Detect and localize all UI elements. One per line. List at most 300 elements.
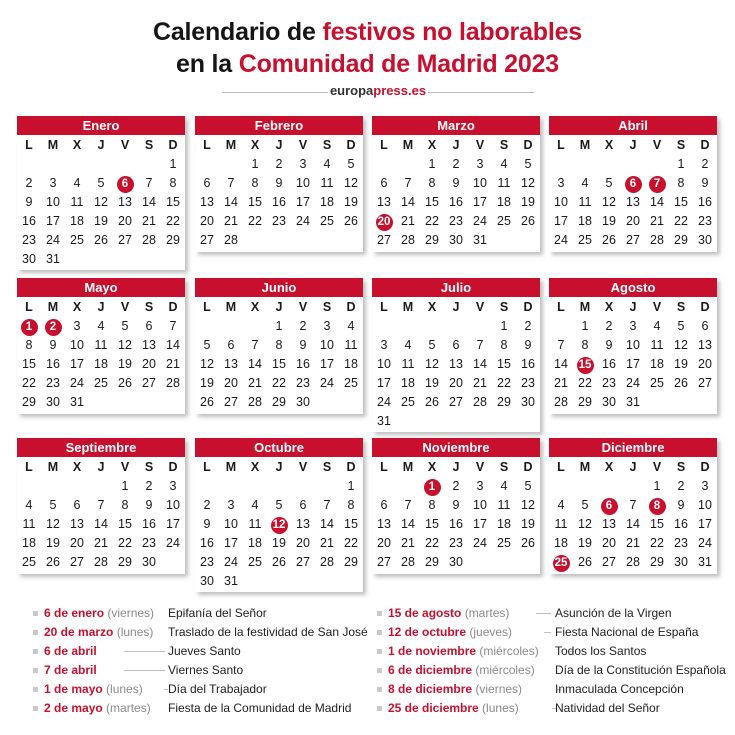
day: 27 xyxy=(142,376,156,390)
weekday-header: X xyxy=(604,460,614,474)
weekday-header: V xyxy=(652,460,662,474)
weekday-header: S xyxy=(144,300,154,314)
day: 12 xyxy=(425,357,439,371)
weekday-header: L xyxy=(557,138,565,152)
day: 28 xyxy=(401,233,415,247)
day: 12 xyxy=(200,357,214,371)
month-abril xyxy=(549,116,717,252)
day: 20 xyxy=(626,214,640,228)
day: 23 xyxy=(521,376,535,390)
day: 30 xyxy=(296,395,310,409)
day: 2 xyxy=(275,157,283,171)
day: 1 xyxy=(251,157,259,171)
day: 9 xyxy=(49,338,57,352)
holiday-day xyxy=(549,553,573,572)
day: 30 xyxy=(698,233,712,247)
weekday-header: J xyxy=(275,138,283,152)
day: 7 xyxy=(404,176,412,190)
day: 26 xyxy=(272,555,286,569)
day: 28 xyxy=(401,555,415,569)
month-title: Julio xyxy=(372,278,540,297)
empty-day xyxy=(219,477,243,496)
holiday-date xyxy=(388,661,535,680)
day: 18 xyxy=(94,357,108,371)
day: 2 xyxy=(701,157,709,171)
day: 27 xyxy=(626,233,640,247)
day: 15 xyxy=(248,195,262,209)
day: 25 xyxy=(497,536,511,550)
day: 28 xyxy=(320,555,334,569)
day: 18 xyxy=(650,357,664,371)
day: 1 xyxy=(428,157,436,171)
day: 14 xyxy=(626,517,640,531)
weekday-header: D xyxy=(168,460,178,474)
weekday-header: M xyxy=(402,138,414,152)
title-line-2-text: en la xyxy=(176,50,239,78)
day: 5 xyxy=(121,319,129,333)
day: 1 xyxy=(581,319,589,333)
day: 15 xyxy=(425,195,439,209)
day: 5 xyxy=(524,157,532,171)
weekday-header: J xyxy=(275,460,283,474)
day: 19 xyxy=(425,376,439,390)
weekday-header: L xyxy=(25,138,33,152)
day: 5 xyxy=(428,338,436,352)
day: 5 xyxy=(347,157,355,171)
month-title: Agosto xyxy=(549,278,717,297)
holiday-date xyxy=(388,699,519,718)
day: 8 xyxy=(121,498,129,512)
weekday-header: J xyxy=(452,138,460,152)
weekday-header: L xyxy=(203,460,211,474)
day: 24 xyxy=(626,376,640,390)
day: 30 xyxy=(674,555,688,569)
day: 9 xyxy=(203,517,211,531)
day: 14 xyxy=(94,517,108,531)
day: 14 xyxy=(401,517,415,531)
day: 18 xyxy=(554,536,568,550)
weekday-header: L xyxy=(380,138,388,152)
month-octubre xyxy=(195,438,363,592)
empty-day xyxy=(89,477,113,496)
day: 31 xyxy=(473,233,487,247)
holiday-date xyxy=(388,604,509,623)
day: 20 xyxy=(200,214,214,228)
weekday-header: D xyxy=(168,138,178,152)
day: 13 xyxy=(377,195,391,209)
empty-day xyxy=(267,477,291,496)
day: 22 xyxy=(578,376,592,390)
day: 28 xyxy=(248,395,262,409)
day: 27 xyxy=(377,233,391,247)
day: 12 xyxy=(521,498,535,512)
holiday-day xyxy=(573,355,597,374)
day: 6 xyxy=(701,319,709,333)
holiday-description: Traslado de la festividad de San José xyxy=(168,625,368,639)
day: 17 xyxy=(296,195,310,209)
day: 21 xyxy=(401,214,415,228)
day: 22 xyxy=(425,214,439,228)
day: 25 xyxy=(70,233,84,247)
month-days-grid xyxy=(372,297,540,431)
day: 26 xyxy=(521,536,535,550)
day: 15 xyxy=(272,357,286,371)
day: 6 xyxy=(145,319,153,333)
day: 17 xyxy=(224,536,238,550)
day: 13 xyxy=(449,357,463,371)
day: 25 xyxy=(401,395,415,409)
day: 29 xyxy=(425,555,439,569)
holiday-date xyxy=(388,642,539,661)
weekday-header: X xyxy=(427,460,437,474)
holiday-marker: 2 xyxy=(45,319,62,336)
day: 17 xyxy=(698,517,712,531)
day: 18 xyxy=(578,214,592,228)
page-title xyxy=(0,16,735,80)
source-divider-left xyxy=(222,92,328,93)
legend-divider xyxy=(124,670,165,671)
day: 24 xyxy=(320,376,334,390)
empty-day xyxy=(396,317,420,336)
month-noviembre xyxy=(372,438,540,574)
day: 25 xyxy=(320,214,334,228)
day: 18 xyxy=(248,536,262,550)
weekday-header: V xyxy=(652,138,662,152)
day: 27 xyxy=(70,555,84,569)
empty-day xyxy=(195,155,219,174)
day: 7 xyxy=(251,338,259,352)
holiday-weekday: (martes) xyxy=(102,701,151,715)
day: 4 xyxy=(323,157,331,171)
day: 2 xyxy=(524,319,532,333)
title-line-1-text: Calendario de xyxy=(152,18,323,46)
empty-day xyxy=(41,477,65,496)
day: 30 xyxy=(46,395,60,409)
day: 26 xyxy=(344,214,358,228)
day: 4 xyxy=(251,498,259,512)
day: 9 xyxy=(701,176,709,190)
empty-day xyxy=(573,477,597,496)
day: 30 xyxy=(22,252,36,266)
day: 26 xyxy=(578,555,592,569)
day: 6 xyxy=(299,498,307,512)
day: 4 xyxy=(500,157,508,171)
weekday-header: X xyxy=(427,138,437,152)
empty-day xyxy=(621,155,645,174)
holiday-date xyxy=(44,661,97,680)
day: 20 xyxy=(296,536,310,550)
holiday-weekday: (viernes) xyxy=(104,606,155,620)
day: 6 xyxy=(73,498,81,512)
day: 16 xyxy=(46,357,60,371)
day: 22 xyxy=(248,214,262,228)
day: 7 xyxy=(97,498,105,512)
weekday-header: V xyxy=(120,460,130,474)
day: 12 xyxy=(578,517,592,531)
day: 29 xyxy=(578,395,592,409)
day: 4 xyxy=(500,479,508,493)
month-title: Febrero xyxy=(195,116,363,135)
empty-day xyxy=(549,477,573,496)
holiday-marker: 7 xyxy=(649,176,666,193)
day: 20 xyxy=(224,376,238,390)
day: 19 xyxy=(272,536,286,550)
month-title: Enero xyxy=(17,116,185,135)
weekday-header: M xyxy=(579,138,591,152)
day: 2 xyxy=(452,479,460,493)
source-divider-right xyxy=(428,92,534,93)
day: 21 xyxy=(650,214,664,228)
holiday-date-text: 25 de diciembre xyxy=(388,701,479,715)
holiday-marker: 12 xyxy=(271,517,288,534)
day: 12 xyxy=(521,176,535,190)
bullet-square-icon xyxy=(33,706,38,711)
day: 10 xyxy=(473,498,487,512)
day: 10 xyxy=(46,195,60,209)
day: 30 xyxy=(449,555,463,569)
day: 18 xyxy=(70,214,84,228)
day: 14 xyxy=(401,195,415,209)
day: 8 xyxy=(251,176,259,190)
holiday-marker: 15 xyxy=(577,357,594,374)
holiday-marker: 6 xyxy=(601,498,618,515)
day: 15 xyxy=(22,357,36,371)
day: 11 xyxy=(344,338,358,352)
day: 1 xyxy=(500,319,508,333)
day: 4 xyxy=(25,498,33,512)
day: 9 xyxy=(524,338,532,352)
bullet-square-icon xyxy=(377,687,382,692)
weekday-header: J xyxy=(629,300,637,314)
day: 14 xyxy=(554,357,568,371)
bullet-square-icon xyxy=(377,611,382,616)
weekday-header: J xyxy=(629,460,637,474)
day: 8 xyxy=(677,176,685,190)
empty-day xyxy=(621,477,645,496)
day: 19 xyxy=(46,536,60,550)
day: 6 xyxy=(227,338,235,352)
day: 24 xyxy=(377,395,391,409)
holiday-legend-item xyxy=(377,661,727,680)
day: 24 xyxy=(166,536,180,550)
day: 17 xyxy=(626,357,640,371)
empty-day xyxy=(65,477,89,496)
month-title: Marzo xyxy=(372,116,540,135)
day: 27 xyxy=(698,376,712,390)
holiday-day xyxy=(41,317,65,336)
day: 24 xyxy=(473,536,487,550)
legend-divider xyxy=(544,632,551,633)
empty-day xyxy=(468,317,492,336)
empty-day xyxy=(573,155,597,174)
holiday-day xyxy=(372,212,396,231)
day: 5 xyxy=(97,176,105,190)
day: 9 xyxy=(605,338,613,352)
holiday-day xyxy=(113,174,137,193)
weekday-header: M xyxy=(225,460,237,474)
day: 13 xyxy=(142,338,156,352)
day: 29 xyxy=(118,555,132,569)
holiday-date xyxy=(388,623,512,642)
day: 23 xyxy=(200,555,214,569)
empty-day xyxy=(17,477,41,496)
day: 4 xyxy=(73,176,81,190)
day: 2 xyxy=(203,498,211,512)
day: 27 xyxy=(449,395,463,409)
day: 9 xyxy=(677,498,685,512)
day: 13 xyxy=(698,338,712,352)
weekday-header: M xyxy=(402,460,414,474)
holiday-legend-item xyxy=(33,699,363,718)
day: 22 xyxy=(674,214,688,228)
day: 19 xyxy=(674,357,688,371)
day: 13 xyxy=(200,195,214,209)
holiday-weekday: (jueves) xyxy=(466,625,513,639)
day: 15 xyxy=(118,517,132,531)
holiday-date-text: 6 de enero xyxy=(44,606,105,620)
weekday-header: D xyxy=(700,138,710,152)
day: 25 xyxy=(248,555,262,569)
holiday-description: Día de la Constitución Española xyxy=(555,663,726,677)
holiday-date-text: 6 de abril xyxy=(44,644,97,658)
day: 23 xyxy=(142,536,156,550)
day: 17 xyxy=(166,517,180,531)
holiday-day xyxy=(645,174,669,193)
weekday-header: S xyxy=(144,460,154,474)
day: 2 xyxy=(299,319,307,333)
day: 8 xyxy=(169,176,177,190)
holiday-description: Todos los Santos xyxy=(555,644,647,658)
day: 11 xyxy=(497,498,511,512)
day: 3 xyxy=(169,479,177,493)
month-days-grid xyxy=(372,457,540,572)
day: 6 xyxy=(380,498,388,512)
holiday-date xyxy=(44,623,153,642)
month-title: Mayo xyxy=(17,278,185,297)
day: 14 xyxy=(320,517,334,531)
day: 11 xyxy=(554,517,568,531)
day: 23 xyxy=(272,214,286,228)
holiday-legend-item xyxy=(33,661,363,680)
day: 24 xyxy=(296,214,310,228)
day: 29 xyxy=(344,555,358,569)
day: 10 xyxy=(224,517,238,531)
month-days-grid xyxy=(549,457,717,572)
day: 26 xyxy=(521,214,535,228)
weekday-header: L xyxy=(380,460,388,474)
day: 20 xyxy=(70,536,84,550)
day: 9 xyxy=(145,498,153,512)
holiday-legend xyxy=(0,604,735,724)
holiday-description: Día del Trabajador xyxy=(168,682,267,696)
day: 23 xyxy=(296,376,310,390)
day: 20 xyxy=(377,536,391,550)
day: 28 xyxy=(224,233,238,247)
day: 11 xyxy=(248,517,262,531)
day: 17 xyxy=(70,357,84,371)
month-days-grid xyxy=(17,135,185,269)
day: 22 xyxy=(344,536,358,550)
weekday-header: X xyxy=(250,460,260,474)
day: 18 xyxy=(344,357,358,371)
day: 25 xyxy=(94,376,108,390)
day: 19 xyxy=(344,195,358,209)
weekday-header: M xyxy=(225,138,237,152)
day: 21 xyxy=(320,536,334,550)
day: 21 xyxy=(473,376,487,390)
day: 26 xyxy=(46,555,60,569)
weekday-header: V xyxy=(475,300,485,314)
holiday-weekday: (lunes) xyxy=(102,682,143,696)
holiday-marker: 25 xyxy=(553,555,570,572)
day: 3 xyxy=(323,319,331,333)
weekday-header: V xyxy=(298,460,308,474)
weekday-header: D xyxy=(523,460,533,474)
holiday-date-text: 6 de diciembre xyxy=(388,663,473,677)
legend-divider xyxy=(536,613,551,614)
day: 11 xyxy=(94,338,108,352)
holiday-description: Epifanía del Señor xyxy=(168,606,267,620)
weekday-header: M xyxy=(225,300,237,314)
day: 19 xyxy=(578,536,592,550)
month-agosto xyxy=(549,278,717,414)
legend-divider xyxy=(124,651,165,652)
weekday-header: D xyxy=(346,300,356,314)
day: 10 xyxy=(296,176,310,190)
holiday-date xyxy=(44,699,151,718)
day: 22 xyxy=(497,376,511,390)
weekday-header: V xyxy=(298,300,308,314)
day: 22 xyxy=(425,536,439,550)
empty-day xyxy=(396,477,420,496)
holiday-date-text: 7 de abril xyxy=(44,663,97,677)
holiday-legend-item xyxy=(33,680,363,699)
day: 8 xyxy=(428,176,436,190)
day: 9 xyxy=(452,176,460,190)
weekday-header: S xyxy=(322,300,332,314)
day: 18 xyxy=(497,195,511,209)
day: 1 xyxy=(347,479,355,493)
day: 7 xyxy=(323,498,331,512)
month-diciembre xyxy=(549,438,717,574)
weekday-header: X xyxy=(604,300,614,314)
day: 14 xyxy=(224,195,238,209)
day: 21 xyxy=(554,376,568,390)
day: 11 xyxy=(578,195,592,209)
day: 14 xyxy=(142,195,156,209)
weekday-header: V xyxy=(120,138,130,152)
day: 21 xyxy=(94,536,108,550)
empty-day xyxy=(17,155,41,174)
day: 12 xyxy=(46,517,60,531)
bullet-square-icon xyxy=(33,611,38,616)
day: 16 xyxy=(521,357,535,371)
day: 7 xyxy=(404,498,412,512)
day: 5 xyxy=(203,338,211,352)
day: 29 xyxy=(650,555,664,569)
day: 17 xyxy=(473,195,487,209)
day: 30 xyxy=(602,395,616,409)
day: 4 xyxy=(404,338,412,352)
day: 23 xyxy=(449,214,463,228)
day: 21 xyxy=(626,536,640,550)
day: 10 xyxy=(473,176,487,190)
day: 15 xyxy=(497,357,511,371)
bullet-square-icon xyxy=(377,630,382,635)
weekday-header: M xyxy=(402,300,414,314)
day: 5 xyxy=(524,479,532,493)
month-title: Junio xyxy=(195,278,363,297)
